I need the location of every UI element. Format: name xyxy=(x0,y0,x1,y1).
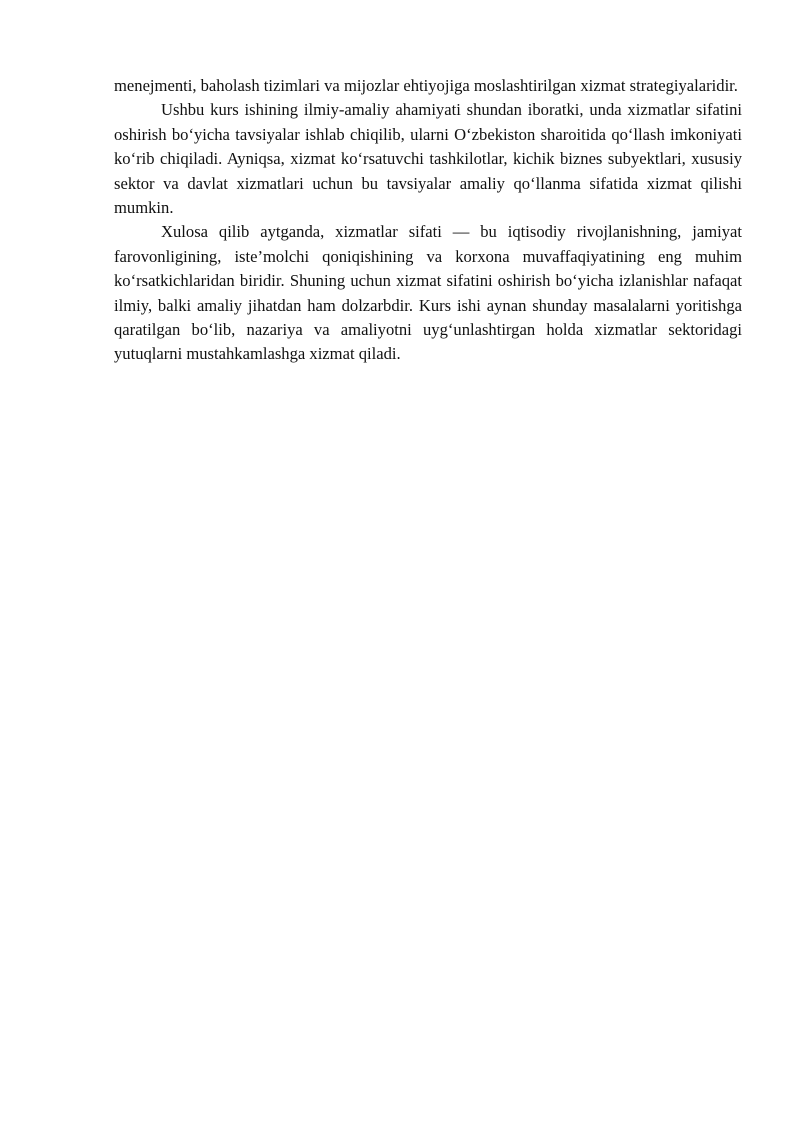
paragraph-significance: Ushbu kurs ishining ilmiy-amaliy ahamiyati shundan iboratki, unda xizmatlar sifatini oshirish bo‘yicha tavsiyalar ishlab chiqilib, ularni O‘zbekiston sharoitida qo‘llash imkoniyati ko‘rib chiqiladi. Ayniqsa, xizmat ko‘rsatuvchi tashkilotlar, kichik biznes subyektlari, xususiy sektor va davlat xizmatlari uchun bu tavsiyalar amaliy qo‘llanma sifatida xizmat qilishi mumkin. xyxy=(114,100,742,218)
paragraph-conclusion: Xulosa qilib aytganda, xizmatlar sifati — bu iqtisodiy rivojlanishning, jamiyat farovonligining, iste’molchi qoniqishining va korxona muvaffaqiyatining eng muhim ko‘rsatkichlaridan biridir. Shuning uchun xizmat sifatini oshirish bo‘yicha izlanishlar nafaqat ilmiy, balki amaliy jihatdan ham dolzarbdir. Kurs ishi aynan shunday masalalarni yoritishga qaratilgan bo‘lib, nazariya va amaliyotni uyg‘unlashtirgan holda xizmatlar sektoridagi yutuqlarni mustahkamlashga xizmat qiladi. xyxy=(114,222,742,364)
document-page xyxy=(114,74,742,367)
paragraph-continuation: menejmenti, baholash tizimlari va mijozlar ehtiyojiga moslashtirilgan xizmat strategiyalaridir. xyxy=(114,76,738,95)
